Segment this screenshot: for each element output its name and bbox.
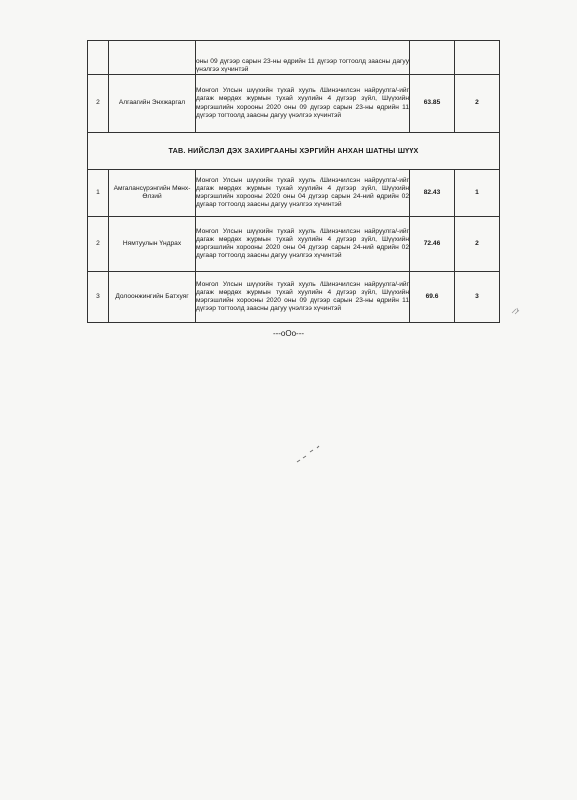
section-title: ТАВ. НИЙСЛЭЛ ДЭХ ЗАХИРГААНЫ ХЭРГИЙН АНХАН ШАТНЫ ШҮҮХ bbox=[88, 133, 500, 170]
rank-value: 3 bbox=[455, 272, 500, 323]
basis-text: оны 09 дүгээр сарын 23-ны өдрийн 11 дүгээр тогтоолд заасны дагуу үнэлгээ хүчинтэй bbox=[196, 57, 409, 73]
end-of-document-mark: ---oOo--- bbox=[272, 329, 305, 338]
rank-value: 1 bbox=[455, 170, 500, 217]
table-row bbox=[88, 170, 500, 217]
basis-cell bbox=[196, 41, 410, 75]
score-value: 72.46 bbox=[410, 217, 455, 272]
row-number: 2 bbox=[88, 75, 109, 133]
row-number: 3 bbox=[88, 272, 109, 323]
score-value: 69.6 bbox=[410, 272, 455, 323]
row-number: 2 bbox=[88, 217, 109, 272]
results-table bbox=[87, 40, 500, 323]
candidate-name: Амгалансүрэнгийн Мөнх-Өлзий bbox=[109, 170, 196, 217]
score-value: 82.43 bbox=[410, 170, 455, 217]
section-header-row bbox=[88, 133, 500, 170]
table-row-continued bbox=[88, 41, 500, 75]
candidate-name: Долоонжингийн Батхуяг bbox=[109, 272, 196, 323]
candidate-name-cell bbox=[109, 41, 196, 75]
basis-text: Монгол Улсын шүүхийн тухай хууль /Шинэчилсэн найруулга/-ийг дагаж мөрдөх журмын тухай хуулийн 4 дүгээр зүйл, Шүүхийн мэргэшлийн хорооны 2020 оны 09 дүгээр сарын 23-ны өдрийн 11 дүгээр тогтоолд заасны дагуу үнэлгээ хүчинтэй bbox=[196, 272, 410, 323]
scan-speck-icon bbox=[294, 444, 324, 466]
rank-cell bbox=[455, 41, 500, 75]
table-row bbox=[88, 75, 500, 133]
score-cell bbox=[410, 41, 455, 75]
score-value: 63.85 bbox=[410, 75, 455, 133]
basis-text: Монгол Улсын шүүхийн тухай хууль /Шинэчилсэн найруулга/-ийг дагаж мөрдөх журмын тухай хуулийн 4 дүгээр зүйл, Шүүхийн мэргэшлийн хорооны 2020 оны 04 дүгээр сарын 24-ний өдрийн 02 дугаар тогтоолд заасны дагуу үнэлгээ хүчинтэй bbox=[196, 170, 410, 217]
candidate-name: Алгаагийн Энхжаргал bbox=[109, 75, 196, 133]
row-number-cell bbox=[88, 41, 109, 75]
basis-text: Монгол Улсын шүүхийн тухай хууль /Шинэчилсэн найруулга/-ийг дагаж мөрдөх журмын тухай хуулийн 4 дүгээр зүйл, Шүүхийн мэргэшлийн хорооны 2020 оны 09 дүгээр сарын 23-ны өдрийн 11 дүгээр тогтоолд заасны дагуу үнэлгээ хүчинтэй bbox=[196, 75, 410, 133]
candidate-name: Нямтуулын Үндрах bbox=[109, 217, 196, 272]
table-row bbox=[88, 272, 500, 323]
rank-value: 2 bbox=[455, 75, 500, 133]
row-number: 1 bbox=[88, 170, 109, 217]
scan-speck-icon bbox=[510, 306, 522, 316]
basis-text: Монгол Улсын шүүхийн тухай хууль /Шинэчилсэн найруулга/-ийг дагаж мөрдөх журмын тухай хуулийн 4 дүгээр зүйл, Шүүхийн мэргэшлийн хорооны 2020 оны 04 дүгээр сарын 24-ний өдрийн 02 дугаар тогтоолд заасны дагуу үнэлгээ хүчинтэй bbox=[196, 217, 410, 272]
rank-value: 2 bbox=[455, 217, 500, 272]
table-row bbox=[88, 217, 500, 272]
